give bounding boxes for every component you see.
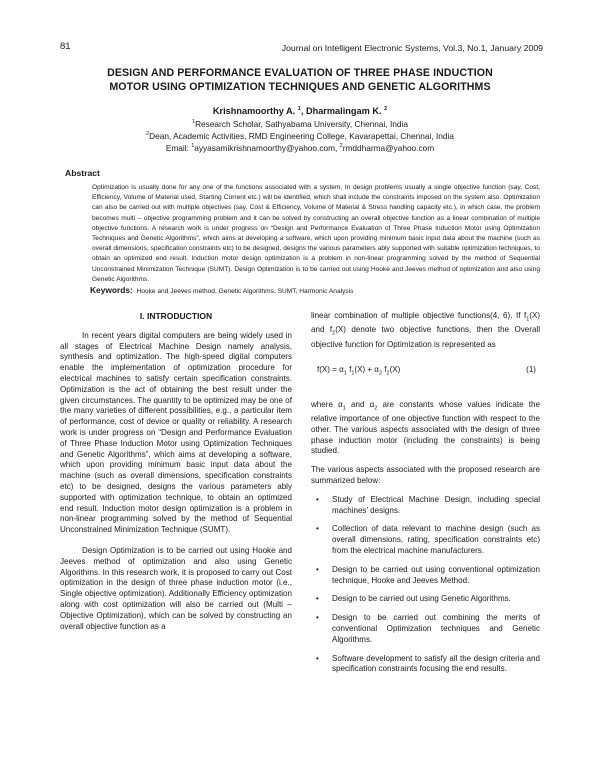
affiliation-1-text: Research Scholar, Sathyabama University, Chennai, India xyxy=(195,119,408,129)
author-1-sup: 1 xyxy=(297,106,301,112)
keywords-text: Hooke and Jeeves method, Genetic Algorithms, SUMT, Harmonic Analysis xyxy=(136,288,354,295)
list-item: • Design to be carried out using Genetic Algorithms. xyxy=(316,594,511,604)
keywords xyxy=(90,285,540,295)
right-column xyxy=(311,311,540,683)
email-line: Email: $^1$ayyasamikrishnamoorthy@yahoo.com, $^2$rmddharma@yahoo.com xyxy=(165,143,435,153)
affiliation-1-sup: 1 xyxy=(192,119,196,126)
intro-paragraph-1: In recent years digital computers are being widely used in all stages of Electrical Machine Design namely analysis, synthesis and optimization. The high-speed digital computers enable the implementation of optimization procedure for electrical machines to satisfy certain specification constraints. Optimization is the act of obtaining the best result under the given circumstances. The quantity to be optimized may be one of the many varieties of different possibilities, e.g., a particular item of performance, cost of device or quality or reliability. A research work is under progress on “Design and Performance Evaluation of Three Phase Induction Motor using Optimization Techniques and Genetic Algorithms”, which aims at developing a software, which upon providing minimum basic input data about the machine (such as overall dimensions, specification constraints etc) to be designed, designs the various parameters ably supported with optimization technique, to obtain an optimized end result. Induction motor design optimization is a problem in non-linear programming solved by the method of Sequential Unconstrained Minimization Technique (SUMT). xyxy=(60,330,292,535)
bullet-icon: • xyxy=(316,613,319,623)
bullet-icon: • xyxy=(316,653,319,663)
author-list: Krishnamoorthy A. $^1$, Dharmalingam K. $^2$ xyxy=(212,106,388,117)
affiliation-2-sup: 2 xyxy=(146,131,150,138)
intro-paragraph-2: Design Optimization is to be carried out using Hooke and Jeeves method of optimization and also using Genetic Algorithms. In this research work, it is proposed to carry out Cost optimization in the design of three phase induction motor (i.e., Single objective optimization). Additionally Efficiency optimization along with cost optimization will also be carried out (Multi – Objective Optimization), which can be solved by constructing an overall objective function as a xyxy=(60,545,292,631)
bullet-icon: • xyxy=(316,494,319,504)
title-line-1: DESIGN AND PERFORMANCE EVALUATION OF THREE PHASE INDUCTION xyxy=(107,67,493,79)
affiliation-2-text: Dean, Academic Activities, RMD Engineering College, Kavarapettai, Chennai, India xyxy=(149,131,454,141)
equation-body: $f(X) = \alpha_1$ $f_1(X) + \alpha_2$ $f_2(X)$ xyxy=(317,364,401,377)
equation-number: (1) xyxy=(526,364,536,374)
list-item: • Design to be carried out using conventional optimization technique, Hooke and Jeeves Method. xyxy=(316,564,540,585)
email-2-sup: 2 xyxy=(339,143,343,150)
author-2-sup: 2 xyxy=(384,106,388,112)
aspects-list xyxy=(311,495,540,675)
equation-1 xyxy=(311,365,540,376)
bullet-icon: • xyxy=(316,594,319,604)
keywords-label: Keywords: xyxy=(90,285,133,295)
email-label: Email: xyxy=(165,143,192,153)
page-number: 81 xyxy=(60,41,71,52)
affiliation-2 xyxy=(60,131,540,141)
right-paragraph-2: where $\alpha_1$ and $\alpha_2$ are constants whose values indicate the relative importance of one objective function with respect to the other. The various aspects associated with the design of three phase induction motor (including the constraints) is being studied. xyxy=(311,399,540,456)
paper-title xyxy=(60,66,540,94)
email-1: ayyasamikrishnamoorthy@yahoo.com xyxy=(194,143,336,153)
section-heading-introduction: I. INTRODUCTION xyxy=(139,311,213,321)
list-item: • Software development to satisfy all the design criteria and specification constraints focusing the end results. xyxy=(316,653,540,674)
bullet-icon: • xyxy=(316,564,319,574)
email-1-sup: 1 xyxy=(191,143,195,150)
author-1: Krishnamoorthy A. xyxy=(212,106,296,117)
right-paragraph-3: The various aspects associated with the proposed research are summarized below: xyxy=(311,465,540,485)
list-item: • Design to be carried out combining the merits of conventional Optimization techniques and Genetic Algorithms. xyxy=(316,613,540,644)
bullet-icon: • xyxy=(316,524,319,534)
list-item: • Study of Electrical Machine Design, including special machines’ designs. xyxy=(316,494,540,515)
affiliation-1 xyxy=(60,119,540,129)
list-item: • Collection of data relevant to machine design (such as overall dimensions, rating, specification constraints etc) from the electrical machine manufacturers. xyxy=(316,524,540,555)
abstract-body: Optimization is usually done for any one of the functions associated with a system. In design problems usually a single objective function (say, Cost, Efficiency, Volume of Material used, Starting Current etc.) will be identified, which shall include the constraints imposed on the system also. Optimization can also be carried out with multiple objectives (say, Cost & Efficiency, Volume of Material & Stress handling capacity etc.), in which case, the problem becomes multi – objective programming problem and it can be solved by constructing an overall objective function as a linear combination of multiple objective functions. A research work is under progress on “Design and Performance Evaluation of Three Phase Induction Motor using Optimization Techniques and Genetic Algorithms”, which aims at developing a software, which upon providing minimum basic input data about the machine (such as overall dimensions, specification constraints etc) to be designed, designs the various parameters ably supported with suitable optimization techniques, to obtain an optimized end result. Induction motor design optimization is a problem in non-linear programming solved by the method of Sequential Unconstrained Minimization Technique (SUMT). Design Optimization is to be carried out using Hooke and Jeeves method of optimization and also using Genetic Algorithms. xyxy=(92,184,540,283)
title-line-2: MOTOR USING OPTIMIZATION TECHNIQUES AND GENETIC ALGORITHMS xyxy=(109,81,491,93)
left-column xyxy=(60,311,292,632)
abstract-heading: Abstract xyxy=(65,168,100,178)
email-2: rmddharma@yahoo.com xyxy=(342,143,435,153)
right-paragraph-1: linear combination of multiple objective functions(4, 6). If $f_1(X)$ and $f_2(X)$ denote two objective functions, then the Overall objective function for Optimization is represented as xyxy=(311,311,540,349)
author-2: Dharmalingam K. xyxy=(305,106,382,117)
journal-header: Journal on Intelligent Electronic Systems, Vol.3, No.1, January 2009 xyxy=(281,43,543,53)
